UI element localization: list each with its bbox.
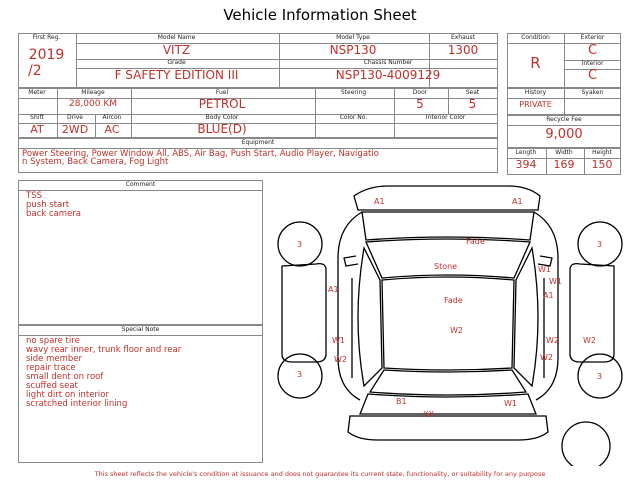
mark-w2-left: W2 xyxy=(334,355,347,364)
model-type-label: Model Type xyxy=(336,34,370,41)
exhaust-label: Exhaust xyxy=(450,34,476,41)
mark-w1-right-1: W1 xyxy=(538,265,551,274)
mark-w2-right-2: W2 xyxy=(583,336,596,345)
mark-w1-left: W1 xyxy=(332,336,345,345)
note-line: wavy rear inner, trunk floor and rear xyxy=(26,345,182,355)
grade-label: Grade xyxy=(167,59,186,66)
shift-label: Shift xyxy=(30,114,44,121)
width-label: Width xyxy=(555,149,573,156)
comment-list xyxy=(26,192,81,219)
mark-w2-roof: W2 xyxy=(450,326,463,335)
seat-value: 5 xyxy=(468,97,477,111)
aircon-value: AC xyxy=(104,123,120,136)
special-note-list xyxy=(26,337,181,409)
fuel-label: Fuel xyxy=(215,89,229,96)
width-value: 169 xyxy=(553,158,575,171)
body-color-value: BLUE(D) xyxy=(197,122,247,136)
mark-wheel-rear-right: 3 xyxy=(597,372,603,381)
note-line: side member xyxy=(26,354,83,364)
meter-label: Meter xyxy=(28,89,46,96)
grade-value: F SAFETY EDITION III xyxy=(114,68,239,82)
equipment-line-1: Power Steering, Power Window All, ABS, Air Bag, Push Start, Audio Player, Navigatio xyxy=(22,149,379,159)
history-label: History xyxy=(524,89,547,96)
length-label: Length xyxy=(515,149,537,156)
special-note-label: Special Note xyxy=(121,326,160,333)
interior-label: Interior xyxy=(581,60,604,67)
sheet-title: Vehicle Information Sheet xyxy=(223,6,417,24)
chassis-label: Chassis Number xyxy=(363,59,413,66)
mileage-value: 28,000 KM xyxy=(68,99,118,109)
drive-value: 2WD xyxy=(61,123,89,136)
mark-wheel-front-right: 3 xyxy=(597,240,603,249)
note-line: small dent on roof xyxy=(26,372,104,382)
car-damage-diagram xyxy=(268,178,628,466)
note-line: no spare tire xyxy=(26,336,80,346)
note-line: scuffed seat xyxy=(26,381,78,391)
aircon-label: Aircon xyxy=(102,114,122,121)
condition-label: Condition xyxy=(521,34,550,41)
mark-stone-windshield: Stone xyxy=(434,262,458,271)
condition-grade: R xyxy=(530,54,541,72)
first-reg-label: First Reg. xyxy=(32,34,61,41)
color-no-label: Color No. xyxy=(339,114,368,121)
mark-wheel-rear-left: 3 xyxy=(297,370,303,379)
equipment-label: Equipment xyxy=(241,139,275,146)
mark-w2-right-1: W2 xyxy=(546,336,559,345)
mark-xx-rear: XX xyxy=(423,410,434,419)
steering-label: Steering xyxy=(340,89,367,96)
exhaust-value: 1300 xyxy=(447,43,479,57)
comment-label: Comment xyxy=(125,181,156,188)
height-value: 150 xyxy=(591,158,613,171)
mark-w1-right-2: W1 xyxy=(549,277,562,286)
drive-label: Drive xyxy=(67,114,83,121)
mark-w2-right-3: W2 xyxy=(540,353,553,362)
equipment-line-2: n System, Back Camera, Fog Light xyxy=(22,157,169,167)
comment-line: TSS xyxy=(26,191,42,201)
mark-w1-rear: W1 xyxy=(504,399,517,408)
note-line: repair trace xyxy=(26,363,76,373)
seat-label: Seat xyxy=(465,89,480,96)
mark-a1-left: A1 xyxy=(328,285,339,294)
fuel-value: PETROL xyxy=(198,97,246,111)
mark-fade-hood: Fade xyxy=(466,237,485,246)
exterior-value: C xyxy=(587,43,598,58)
model-name-label: Model Name xyxy=(157,34,196,41)
body-color-label: Body Color xyxy=(205,114,239,121)
exterior-label: Exterior xyxy=(580,34,605,41)
recycle-fee-label: Recycle Fee xyxy=(546,116,582,123)
mark-a1-right: A1 xyxy=(543,291,554,300)
chassis-value: NSP130-4009129 xyxy=(335,68,441,82)
note-line: scratched interior lining xyxy=(26,399,128,409)
mark-wheel-front-left: 3 xyxy=(297,240,303,249)
mileage-label: Mileage xyxy=(81,89,105,96)
door-label: Door xyxy=(412,89,428,96)
recycle-fee-value: 9,000 xyxy=(545,127,583,142)
height-label: Height xyxy=(592,149,612,156)
syaken-label: Syaken xyxy=(581,89,604,96)
model-name-value: VITZ xyxy=(162,43,191,57)
interior-color-label: Interior Color xyxy=(425,114,466,121)
mark-b1-rear: B1 xyxy=(396,397,407,406)
comment-line: back camera xyxy=(26,209,81,219)
length-value: 394 xyxy=(515,158,537,171)
first-reg-year: 2019 xyxy=(28,47,65,63)
interior-value: C xyxy=(587,68,598,83)
mark-fade-roof: Fade xyxy=(444,296,463,305)
first-reg-month: /2 xyxy=(28,63,42,79)
history-value: PRIVATE xyxy=(519,100,552,109)
comment-line: push start xyxy=(26,200,70,210)
model-type-value: NSP130 xyxy=(329,43,377,57)
door-value: 5 xyxy=(416,97,424,111)
note-line: light dirt on interior xyxy=(26,390,109,400)
mark-a1-front-right: A1 xyxy=(512,197,523,206)
disclaimer-footer: This sheet reflects the vehicle's condition at issuance and does not guarantee its current state, functionality, or suitability for any purpose xyxy=(94,470,546,478)
mark-a1-front-left: A1 xyxy=(374,197,385,206)
shift-value: AT xyxy=(30,123,44,136)
